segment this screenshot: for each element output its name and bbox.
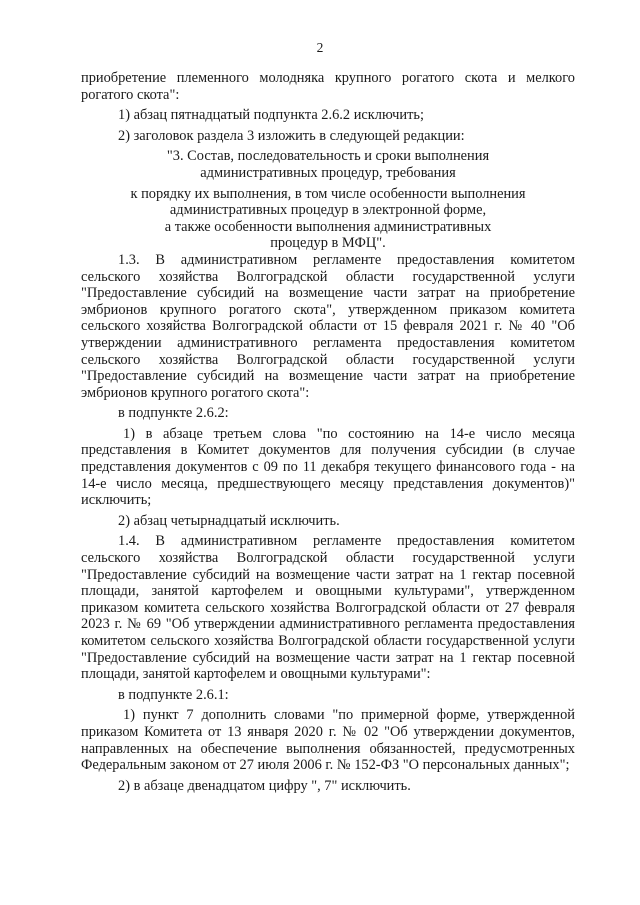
- subpoint-heading: в подпункте 2.6.2:: [118, 405, 229, 422]
- document-body: [81, 70, 575, 794]
- section-heading-line: к порядку их выполнения, в том числе особенности выполнения: [130, 185, 526, 202]
- list-item: 1) пункт 7 дополнить словами "по примерной форме, утвержденной приказом Комитета от 13 января 2020 г. № 02 "Об утверждении документов, направленных на обеспечение выполнения обязанностей, предусмотренных Федеральным законом от 27 июля 2006 г. № 152-ФЗ "О персональных данных";: [81, 707, 575, 774]
- list-item: 2) абзац четырнадцатый исключить.: [118, 512, 340, 529]
- list-item: 1) в абзаце третьем слова "по состоянию на 14-е число месяца представления в Комитет документов для получения субсидии (в случае представления документов с 09 по 11 декабря текущего финансового года - на 14-е число месяца, предшествующего месяцу представления документов)" исключить;: [81, 425, 575, 509]
- section-heading-line: административных процедур в электронной форме,: [169, 202, 487, 219]
- section-heading-line: процедур в МФЦ".: [270, 235, 386, 252]
- paragraph-line: приобретение племенного молодняка крупного рогатого скота и мелкого: [81, 70, 575, 86]
- paragraph-1-3: 1.3. В административном регламенте предоставления комитетом сельского хозяйства Волгоградской области государственной услуги "Предоставление субсидий на возмещение части затрат на приобретение эмбрионов крупного рогатого скота", утвержденном приказом комитета сельского хозяйства Волгоградской области от 15 февраля 2021 г. № 40 "Об утверждении административного регламента предоставления комитетом сельского хозяйства Волгоградской области государственной услуги "Предоставление субсидий на возмещение части затрат на приобретение эмбрионов крупного рогатого скота":: [81, 251, 575, 401]
- list-item: 2) в абзаце двенадцатом цифру ", 7" исключить.: [118, 777, 411, 794]
- paragraph-1-4: 1.4. В административном регламенте предоставления комитетом сельского хозяйства Волгоградской области государственной услуги "Предоставление субсидий на возмещение части затрат на 1 гектар посевной площади, занятой картофелем и овощными культурами", утвержденном приказом комитета сельского хозяйства Волгоградской области от 27 февраля 2023 г. № 69 "Об утверждении административного регламента предоставления комитетом сельского хозяйства Волгоградской области государственной услуги "Предоставление субсидий на возмещение части затрат на 1 гектар посевной площади, занятой картофелем и овощными культурами":: [81, 533, 575, 683]
- section-heading-line: а также особенности выполнения административных: [164, 218, 492, 235]
- page-number: 2: [316, 40, 324, 55]
- list-item: 2) заголовок раздела 3 изложить в следующей редакции:: [118, 127, 465, 144]
- section-heading-line: "3. Состав, последовательность и сроки выполнения: [166, 148, 490, 165]
- list-item: 1) абзац пятнадцатый подпункта 2.6.2 исключить;: [118, 107, 424, 124]
- subpoint-heading: в подпункте 2.6.1:: [118, 686, 229, 703]
- paragraph-line: рогатого скота":: [81, 86, 180, 103]
- section-heading-line: административных процедур, требования: [200, 164, 456, 181]
